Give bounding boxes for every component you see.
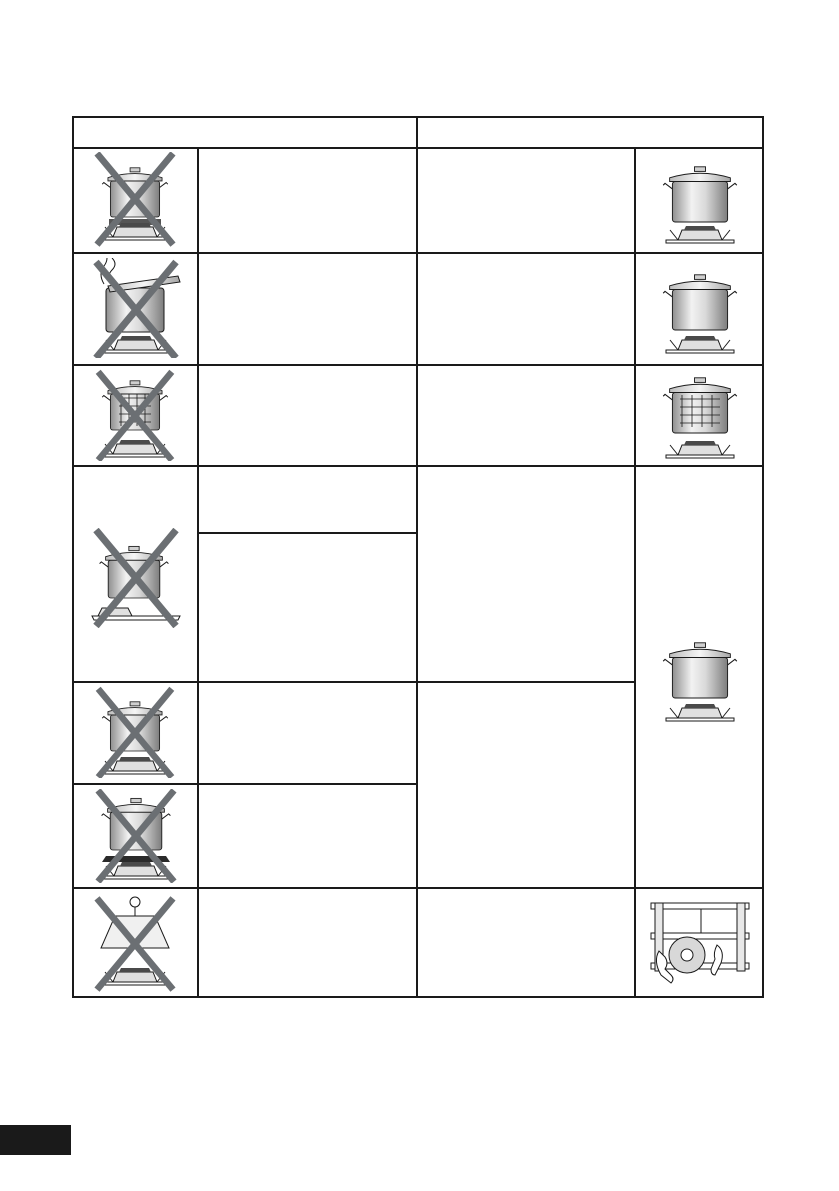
row-line-6 (72, 887, 763, 889)
pot-with-lid-icon (650, 262, 750, 357)
table-border-left (72, 116, 74, 998)
pot-overfilled-crossed-icon (88, 369, 183, 461)
row-line-header (72, 147, 763, 149)
table-border-right (762, 116, 764, 998)
pot-on-burner-icon (650, 152, 750, 247)
header-divider (416, 116, 418, 998)
pot-filled-burner-icon (650, 369, 750, 461)
pot-flame-outside-crossed-icon (86, 789, 186, 883)
row-line-4 (72, 681, 636, 683)
row-line-4a (197, 532, 417, 534)
row-line-5 (72, 783, 417, 785)
pot-centered-burner-icon (650, 630, 750, 725)
pot-off-center-crossed-icon (86, 528, 186, 628)
grid-clean-hands-icon (645, 893, 755, 991)
row-line-3 (72, 465, 763, 467)
pot-lid-ajar-steam-crossed-icon (84, 258, 189, 358)
col-divider-right (634, 147, 636, 998)
row-line-1 (72, 252, 763, 254)
pot-small-burner-crossed-icon (88, 152, 183, 247)
pressure-cooker-crossed-icon (88, 892, 183, 992)
col-divider-left (197, 147, 199, 998)
row-line-2 (72, 364, 763, 366)
pot-flame-too-high-crossed-icon (88, 686, 183, 778)
page-number-tab (0, 1125, 71, 1155)
